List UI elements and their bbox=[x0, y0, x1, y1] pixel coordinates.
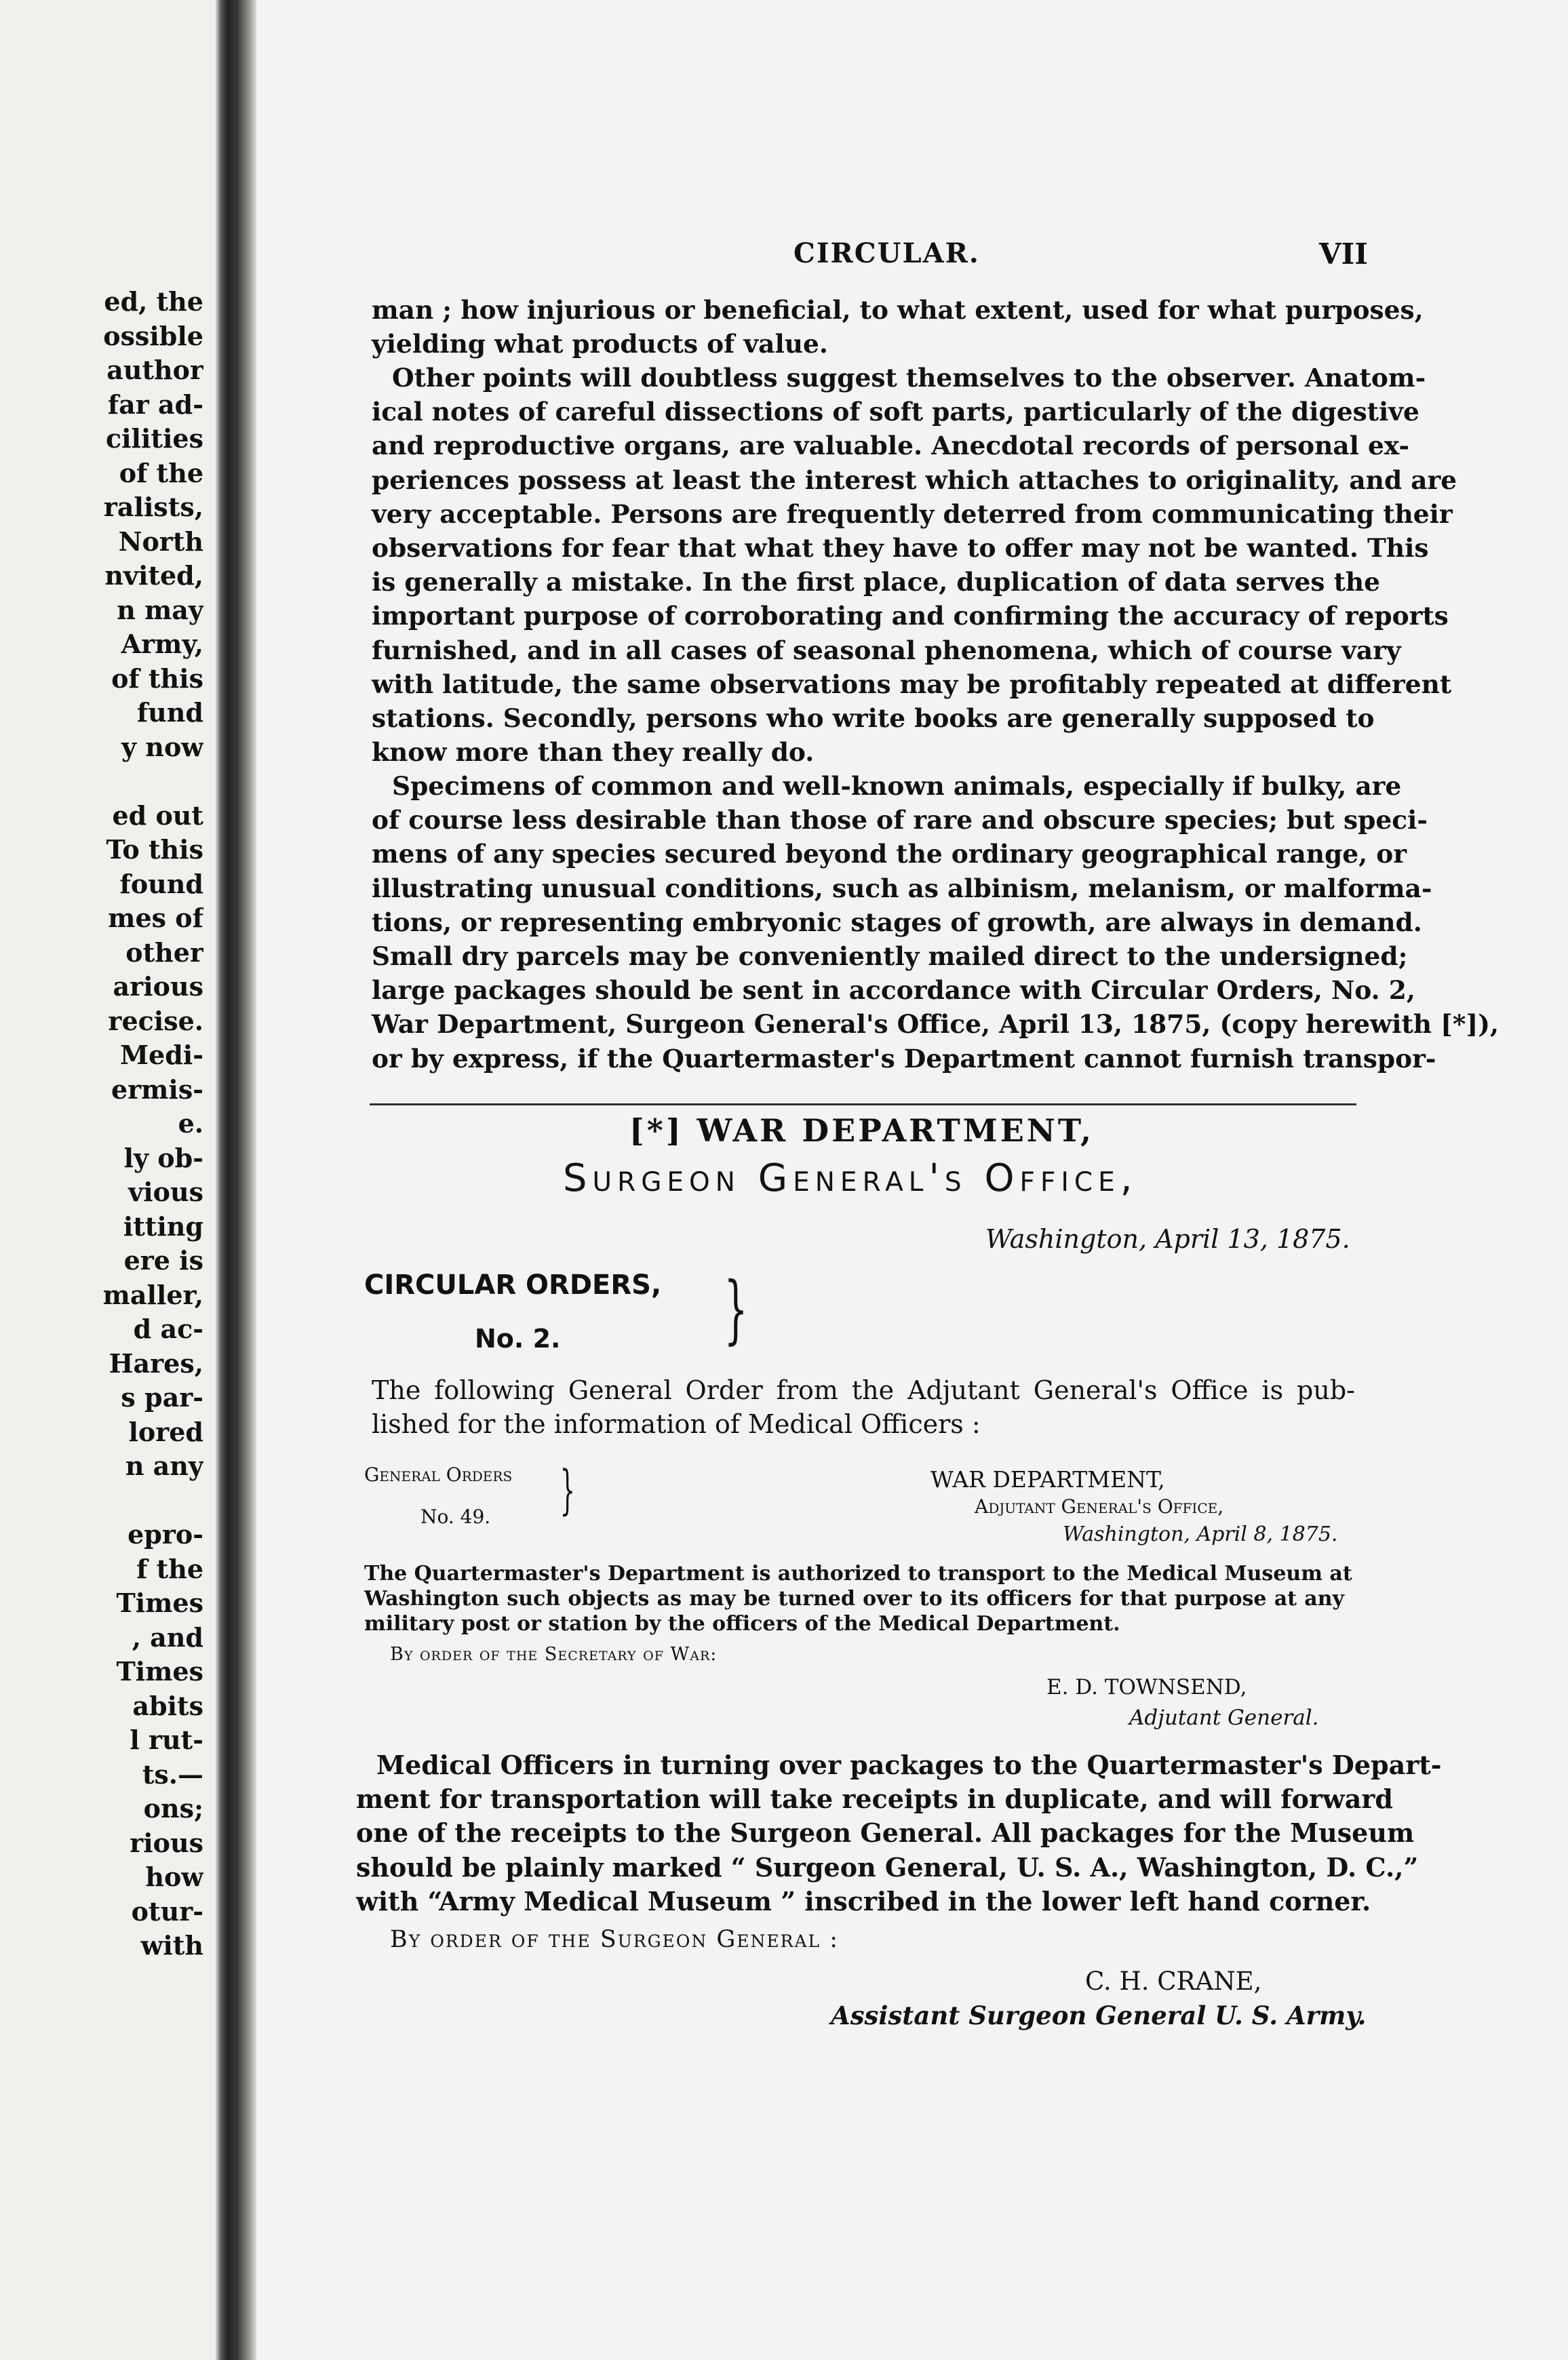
facing-page-line: e. bbox=[178, 1108, 203, 1139]
text-line: Other points will doubtless suggest themselves to the observer. Anatom- bbox=[392, 363, 1426, 393]
facing-page-line: Army, bbox=[121, 629, 203, 659]
text-line: ment for transportation will take receipts in duplicate, and will forward bbox=[356, 1784, 1393, 1815]
text-line: large packages should be sent in accordance with Circular Orders, No. 2, bbox=[372, 975, 1415, 1006]
facing-page-line: Times bbox=[116, 1656, 203, 1687]
facing-page-line: ere is bbox=[123, 1245, 203, 1276]
facing-page-line: nvited, bbox=[104, 560, 203, 591]
text-line: ical notes of careful dissections of soft parts, particularly of the digestive bbox=[372, 397, 1419, 427]
facing-page-line: itting bbox=[123, 1211, 203, 1242]
closing-paragraph bbox=[356, 1748, 1442, 1919]
facing-page-line: d ac- bbox=[133, 1314, 203, 1344]
facing-page-line: abits bbox=[132, 1690, 203, 1721]
circular-orders-title: CIRCULAR ORDERS, bbox=[364, 1270, 662, 1301]
brace-icon: } bbox=[724, 1265, 748, 1352]
text-line: War Department, Surgeon General's Office, April 13, 1875, (copy herewith [*]), bbox=[372, 1009, 1499, 1040]
go-date: Washington, April 8, 1875. bbox=[1063, 1522, 1338, 1546]
by-order-surgeon-general: By order of the Surgeon General : bbox=[390, 1926, 840, 1953]
place-date: Washington, April 13, 1875. bbox=[985, 1224, 1350, 1254]
facing-page-line: l rut- bbox=[130, 1725, 203, 1755]
text-line: The following General Order from the Adjutant General's Office is pub- bbox=[372, 1375, 1355, 1405]
facing-page-line: Times bbox=[116, 1588, 203, 1618]
facing-page-line: ed out bbox=[112, 800, 203, 831]
text-line: and reproductive organs, are valuable. Anecdotal records of personal ex- bbox=[372, 431, 1410, 461]
general-orders-label: General Orders bbox=[364, 1463, 513, 1486]
text-line: is generally a mistake. In the first place, duplication of data serves the bbox=[372, 567, 1381, 597]
text-line: lished for the information of Medical Officers : bbox=[372, 1409, 981, 1440]
surgeon-general-office-heading: Surgeon General's Office, bbox=[563, 1156, 1138, 1200]
war-department-heading: [*] WAR DEPARTMENT, bbox=[629, 1112, 1095, 1149]
text-line: with latitude, the same observations may be profitably repeated at different bbox=[372, 669, 1452, 699]
by-order-secretary: By order of the Secretary of War: bbox=[390, 1644, 718, 1665]
text-line: mens of any species secured beyond the ordinary geographical range, or bbox=[372, 839, 1407, 869]
paragraph-1 bbox=[372, 293, 1424, 361]
text-line: military post or station by the officers of the Medical Department. bbox=[364, 1612, 1120, 1636]
text-line: periences possess at least the interest which attaches to originality, and are bbox=[372, 465, 1457, 495]
book-gutter-shadow bbox=[236, 0, 256, 2360]
facing-page-line: epro- bbox=[128, 1519, 203, 1550]
facing-page-line: ralists, bbox=[103, 492, 203, 522]
facing-page-line: far ad- bbox=[107, 389, 203, 420]
facing-page-line: lored bbox=[128, 1416, 203, 1447]
facing-page-line: other bbox=[125, 937, 203, 968]
facing-page-line: s par- bbox=[121, 1382, 203, 1413]
text-line: tions, or representing embryonic stages of growth, are always in demand. bbox=[372, 907, 1422, 937]
facing-page-line: arious bbox=[113, 971, 203, 1002]
paragraph-3 bbox=[372, 769, 1499, 1076]
facing-page-line: of the bbox=[119, 457, 203, 488]
facing-page-line bbox=[41, 764, 203, 798]
facing-page-line: maller, bbox=[102, 1279, 203, 1310]
facing-page-line: how bbox=[145, 1862, 203, 1892]
facing-page-line: rious bbox=[130, 1827, 203, 1858]
text-line: yielding what products of value. bbox=[372, 329, 828, 359]
facing-page-line: of this bbox=[111, 663, 203, 694]
circular-orders-number: No. 2. bbox=[475, 1324, 561, 1354]
facing-page-line: ons; bbox=[143, 1793, 203, 1824]
facing-page-line: vious bbox=[128, 1177, 203, 1207]
facing-page-line: ossible bbox=[103, 320, 203, 351]
text-line: should be plainly marked “ Surgeon General, U. S. A., Washington, D. C.,” bbox=[356, 1851, 1419, 1883]
facing-page-line: n any bbox=[125, 1451, 203, 1481]
facing-page-line: y now bbox=[121, 731, 203, 762]
text-line: of course less desirable than those of rare and obscure species; but speci- bbox=[372, 805, 1428, 835]
text-line: Medical Officers in turning over packages to the Quartermaster's Depart- bbox=[376, 1750, 1442, 1780]
facing-page-line: To this bbox=[106, 834, 203, 865]
title-assistant-surgeon-general: Assistant Surgeon General U. S. Army. bbox=[831, 2001, 1367, 2030]
facing-page-line: fund bbox=[136, 697, 203, 728]
facing-page-line: recise. bbox=[108, 1005, 203, 1036]
facing-page-line: Hares, bbox=[109, 1348, 203, 1379]
text-line: one of the receipts to the Surgeon General. All packages for the Museum bbox=[356, 1817, 1415, 1849]
circular-intro bbox=[372, 1373, 1355, 1441]
facing-page-line: ed, the bbox=[104, 286, 203, 317]
facing-page-line: f the bbox=[136, 1553, 203, 1584]
text-line: Specimens of common and well-known animals, especially if bulky, are bbox=[392, 771, 1402, 801]
text-line: illustrating unusual conditions, such as albinism, melanism, or malforma- bbox=[372, 873, 1432, 903]
page-number: VII bbox=[1319, 237, 1368, 271]
facing-page-line: North bbox=[118, 526, 203, 557]
facing-page-line: , and bbox=[132, 1621, 203, 1653]
text-line: The Quartermaster's Department is authorized to transport to the Medical Museum at bbox=[364, 1562, 1352, 1586]
text-line: know more than they really do. bbox=[372, 737, 815, 768]
facing-page-line: ly ob- bbox=[123, 1142, 203, 1173]
text-line: or by express, if the Quartermaster's Department cannot furnish transpor- bbox=[372, 1043, 1436, 1074]
facing-page-line: with bbox=[140, 1930, 203, 1961]
running-head: CIRCULAR. bbox=[793, 237, 980, 269]
facing-page-line: found bbox=[119, 868, 203, 899]
brace-icon: } bbox=[560, 1460, 575, 1521]
text-line: with “Army Medical Museum ” inscribed in the lower left hand corner. bbox=[356, 1885, 1371, 1916]
general-order-body bbox=[364, 1561, 1352, 1636]
facing-page-line: n may bbox=[117, 594, 203, 625]
facing-page-line: cilities bbox=[105, 423, 203, 454]
text-line: observations for fear that what they have to offer may not be wanted. This bbox=[372, 532, 1429, 563]
go-war-department: WAR DEPARTMENT, bbox=[930, 1466, 1165, 1493]
text-line: Small dry parcels may be conveniently mailed direct to the undersigned; bbox=[372, 941, 1408, 971]
go-adjutant-office: Adjutant General's Office, bbox=[975, 1495, 1224, 1518]
text-line: furnished, and in all cases of seasonal phenomena, which of course vary bbox=[372, 635, 1401, 665]
facing-page-line: ts.— bbox=[142, 1758, 203, 1790]
section-rule bbox=[370, 1103, 1356, 1105]
text-line: stations. Secondly, persons who write books are generally supposed to bbox=[372, 703, 1375, 733]
facing-page bbox=[0, 0, 216, 2360]
text-line: man ; how injurious or beneficial, to what extent, used for what purposes, bbox=[372, 295, 1424, 325]
facing-page-line: mes of bbox=[108, 903, 203, 933]
facing-page-line: ermis- bbox=[111, 1074, 203, 1105]
text-line: Washington such objects as may be turned over to its officers for that purpose at any bbox=[364, 1587, 1344, 1611]
text-line: important purpose of corroborating and confirming the accuracy of reports bbox=[372, 601, 1449, 631]
facing-page-line: otur- bbox=[131, 1895, 203, 1927]
signature-townsend: E. D. TOWNSEND, bbox=[1046, 1675, 1247, 1699]
text-line: very acceptable. Persons are frequently deterred from communicating their bbox=[372, 498, 1453, 529]
general-orders-number: No. 49. bbox=[420, 1506, 491, 1528]
facing-page-line bbox=[41, 1484, 203, 1518]
facing-page-line: author bbox=[106, 355, 203, 385]
paragraph-2 bbox=[372, 361, 1457, 769]
signature-crane: C. H. CRANE, bbox=[1085, 1967, 1262, 1996]
title-adjutant-general: Adjutant General. bbox=[1129, 1706, 1319, 1730]
facing-page-line: Medi- bbox=[119, 1040, 203, 1070]
